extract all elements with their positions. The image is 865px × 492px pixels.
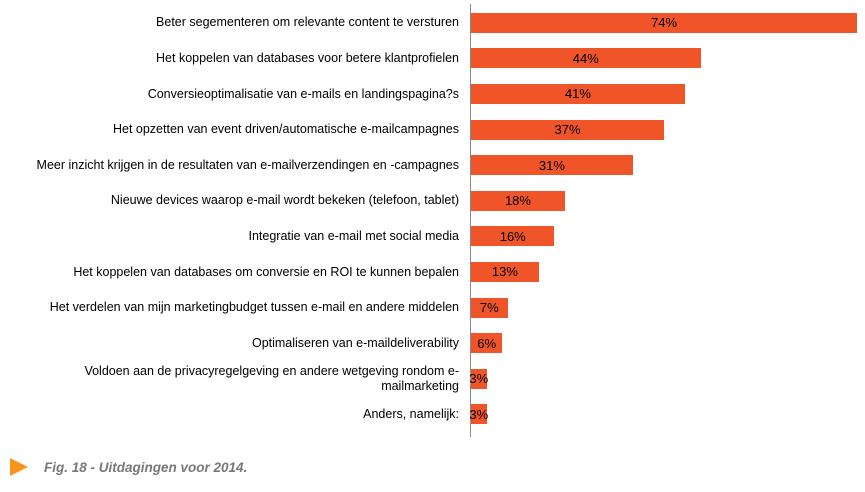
category-label: Conversieoptimalisatie van e-mails en landingspagina?s: [147, 86, 459, 101]
category-label: Het koppelen van databases om conversie en ROI te kunnen bepalen: [73, 264, 459, 279]
chart-row: [0, 361, 865, 397]
category-label: Het koppelen van databases voor betere klantprofielen: [156, 51, 459, 66]
bar-value-label: 3%: [469, 406, 489, 422]
category-label: Integratie van e-mail met social media: [248, 228, 459, 243]
bar-track: [471, 369, 865, 389]
bar-track: [471, 155, 865, 175]
bar: [471, 226, 554, 246]
category-label: Het verdelen van mijn marketingbudget tussen e-mail en andere middelen: [49, 300, 459, 315]
chart-row: [0, 397, 865, 433]
bar-value-label: 37%: [554, 122, 581, 138]
bar-value-label: 41%: [564, 86, 591, 102]
chart-row: [0, 41, 865, 77]
category-label: Het opzetten van event driven/automatische e-mailcampagnes: [112, 122, 459, 137]
bar: [471, 155, 633, 175]
chart-row: [0, 325, 865, 361]
bar-value-label: 7%: [479, 300, 499, 316]
bar-track: [471, 48, 865, 68]
chart-row: [0, 254, 865, 290]
bar-track: [471, 404, 865, 424]
bar-value-label: 18%: [504, 193, 531, 209]
bar-value-label: 6%: [477, 335, 497, 351]
bar-track: [471, 84, 865, 104]
bar-value-label: 13%: [491, 264, 518, 280]
bar-track: [471, 226, 865, 246]
bar-track: [471, 298, 865, 318]
bar: [471, 369, 487, 389]
category-label: Meer inzicht krijgen in de resultaten van e-mailverzendingen en -campagnes: [36, 157, 459, 172]
chart-row: [0, 5, 865, 41]
bar-track: [471, 262, 865, 282]
chart-row: [0, 219, 865, 255]
play-triangle-icon: [10, 458, 28, 476]
chart-row: [0, 147, 865, 183]
chart-row: [0, 183, 865, 219]
bar: [471, 13, 857, 33]
chart-row: [0, 290, 865, 326]
bar-value-label: 74%: [651, 15, 678, 31]
bar-value-label: 44%: [572, 50, 599, 66]
bar-value-label: 16%: [499, 228, 526, 244]
category-label: Beter segementeren om relevante content te versturen: [156, 15, 459, 30]
bar: [471, 404, 487, 424]
figure-caption-text: Fig. 18 - Uitdagingen voor 2014.: [44, 459, 248, 475]
bar-track: [471, 333, 865, 353]
category-label: Nieuwe devices waarop e-mail wordt bekeken (telefoon, tablet): [110, 193, 459, 208]
bar-track: [471, 13, 865, 33]
category-label: Optimaliseren van e-maildeliverability: [251, 335, 459, 350]
figure-caption: [10, 458, 247, 476]
category-label: Anders, namelijk:: [363, 406, 459, 421]
bar: [471, 120, 664, 140]
category-label: Voldoen aan de privacyregelgeving en andere wetgeving rondom e-mailmarketing: [84, 363, 459, 393]
bar-track: [471, 120, 865, 140]
bar: [471, 262, 539, 282]
bar: [471, 298, 508, 318]
bar: [471, 48, 701, 68]
bar-track: [471, 191, 865, 211]
bar: [471, 84, 685, 104]
bar-value-label: 31%: [538, 157, 565, 173]
chart-row: [0, 76, 865, 112]
bar: [471, 191, 565, 211]
bar-chart-rows: [0, 5, 865, 432]
chart-row: [0, 112, 865, 148]
bar-value-label: 3%: [469, 371, 489, 387]
bar: [471, 333, 502, 353]
